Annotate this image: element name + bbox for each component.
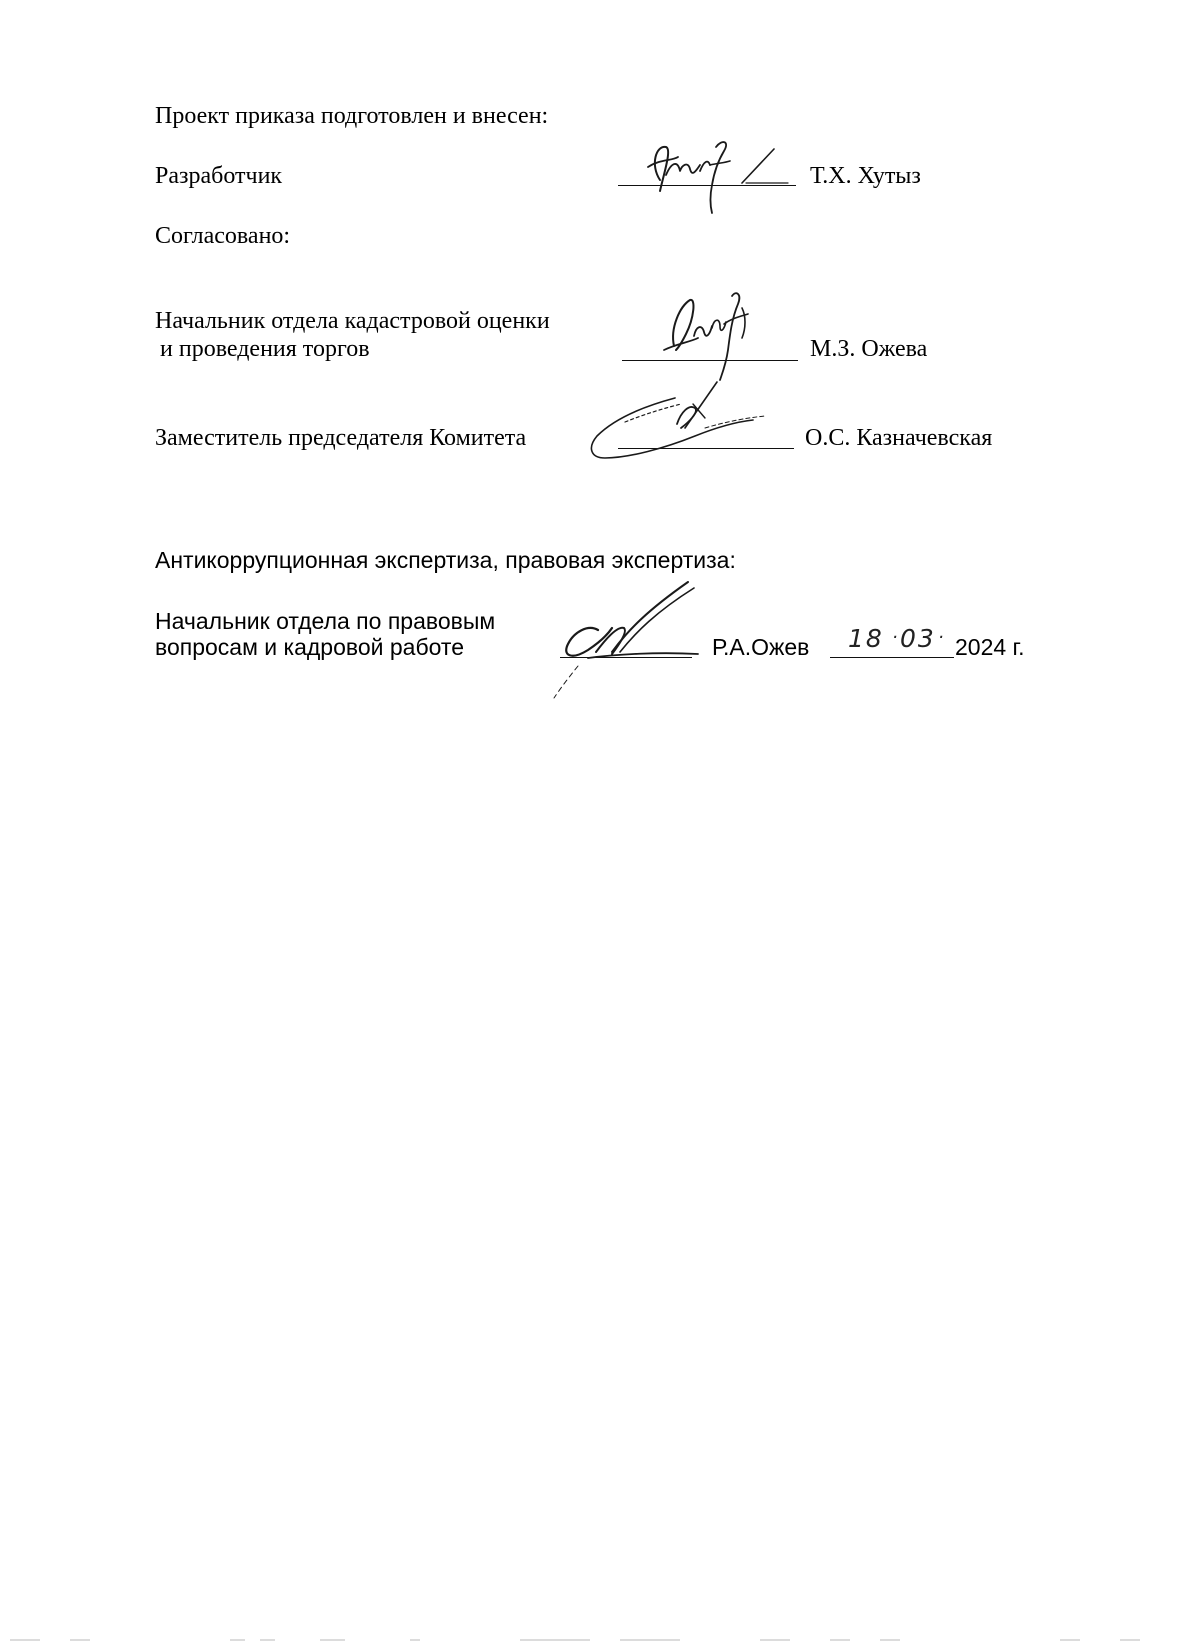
legal-head-role-line1: Начальник отдела по правовым — [155, 608, 496, 634]
deputy-chair-role: Заместитель председателя Комитета — [155, 425, 527, 451]
cadastre-head-name: М.З. Ожева — [810, 336, 928, 362]
date-year: 2024 г. — [955, 634, 1025, 660]
date-line — [830, 657, 954, 658]
developer-name: Т.Х. Хутыз — [810, 163, 921, 189]
date-month: 03 — [900, 624, 936, 653]
date-day: 18 — [848, 624, 884, 653]
expertise-heading: Антикоррупционная экспертиза, правовая экспертиза: — [155, 547, 736, 573]
date-separator-dot: · — [892, 627, 900, 648]
intro-heading: Проект приказа подготовлен и внесен: — [155, 103, 549, 129]
cadastre-head-role-line1: Начальник отдела кадастровой оценки — [155, 308, 550, 334]
developer-role: Разработчик — [155, 163, 283, 189]
cadastre-head-role-line2: и проведения торгов — [160, 336, 370, 362]
date-trailing-dot: · — [938, 627, 946, 648]
developer-signature-icon — [620, 135, 790, 215]
legal-head-name: Р.А.Ожев — [712, 634, 810, 660]
legal-head-role-line2: вопросам и кадровой работе — [155, 634, 464, 660]
agreed-heading: Согласовано: — [155, 223, 291, 249]
deputy-chair-signature-icon — [585, 378, 785, 478]
legal-head-signature-icon — [548, 580, 718, 700]
deputy-chair-name: О.С. Казначевская — [805, 425, 993, 451]
scan-edge-artifact — [0, 1637, 1200, 1643]
cadastre-head-signature-icon — [650, 288, 770, 388]
